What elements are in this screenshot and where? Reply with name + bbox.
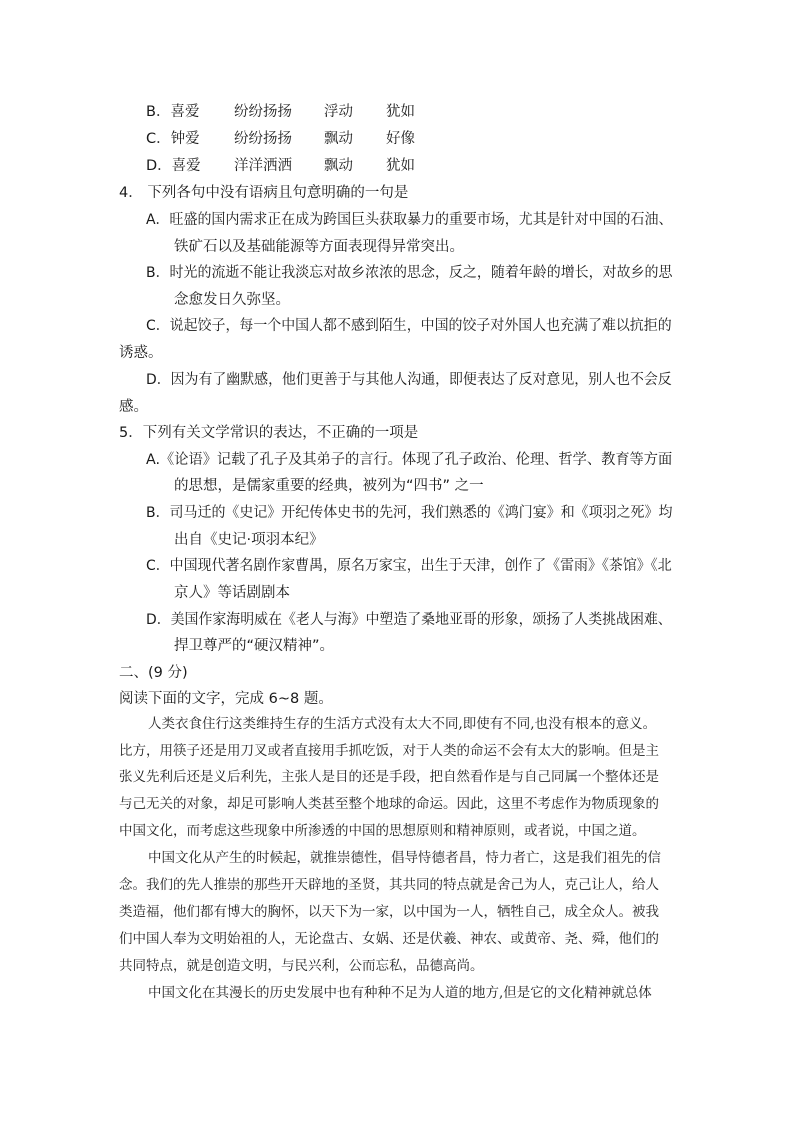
passage-line: 比方，用筷子还是用刀叉或者直接用手抓吃饭，对于人类的命运不会有太大的影响。但是主 xyxy=(119,743,659,759)
section-heading: 二、(9 分) xyxy=(119,665,188,681)
option-word-2: 浮动 xyxy=(324,104,353,120)
option-word-1: 纷纷扬扬 xyxy=(234,131,292,147)
q4-option-b-line2: 念愈发日久弥坚。 xyxy=(174,292,290,308)
q5-option-d-line2: 捍卫尊严的“硬汉精神”。 xyxy=(174,638,335,654)
option-word-1: 洋洋洒洒 xyxy=(234,158,292,174)
q4-option-a-line2: 铁矿石以及基础能源等方面表现得异常突出。 xyxy=(174,239,464,255)
option-word-3: 犹如 xyxy=(386,158,415,174)
passage-line: 张义先利后还是义后利先，主张人是目的还是手段，把自然看作是与自己同属一个整体还是 xyxy=(119,769,659,785)
passage-line: 念。我们的先人推崇的那些开天辟地的圣贤，其共同的特点就是舍己为人，克己让人，给人 xyxy=(119,877,659,893)
passage-line: 中国文化在其漫长的历史发展中也有种种不足为人道的地方,但是它的文化精神就总体 xyxy=(148,985,652,1001)
q5-option-a-line1: A.《论语》记载了孔子及其弟子的言行。体现了孔子政治、伦理、哲学、教育等方面 xyxy=(146,452,673,468)
passage-line: 与己无关的对象，却足可影响人类甚至整个地球的命运。因此，这里不考虑作为物质现象的 xyxy=(119,796,659,812)
q4-stem: 4． 下列各句中没有语病且句意明确的一句是 xyxy=(119,185,409,201)
passage-line: 人类衣食住行这类维持生存的生活方式没有太大不同,即使有不同,也没有根本的意义。 xyxy=(148,716,657,732)
passage-line: 们中国人奉为文明始祖的人，无论盘古、女娲、还是伏羲、神农、或黄帝、尧、舜，他们的 xyxy=(119,931,659,947)
option-label: C．钟爱 xyxy=(146,131,200,147)
q4-option-d-line2: 感。 xyxy=(119,399,148,415)
q5-option-b-line1: B．司马迁的《史记》开纪传体史书的先河，我们熟悉的《鸿门宴》和《项羽之死》均 xyxy=(146,505,673,521)
passage-line: 共同特点，就是创造文明，与民兴利，公而忘私，品德高尚。 xyxy=(119,958,484,974)
option-word-1: 纷纷扬扬 xyxy=(234,104,292,120)
passage-line: 类造福，他们都有博大的胸怀，以天下为一家，以中国为一人，牺牲自己，成全众人。被我 xyxy=(119,904,659,920)
section-instruction: 阅读下面的文字，完成 6~8 题。 xyxy=(119,691,333,707)
q5-option-c-line2: 京人》等话剧剧本 xyxy=(174,585,290,601)
option-word-3: 犹如 xyxy=(386,104,415,120)
option-word-2: 飘动 xyxy=(324,131,353,147)
option-word-3: 好像 xyxy=(386,131,415,147)
option-label: B．喜爱 xyxy=(146,104,200,120)
q4-option-c-line1: C．说起饺子，每一个中国人都不感到陌生，中国的饺子对外国人也充满了难以抗拒的 xyxy=(146,318,672,334)
passage-line: 中国文化，而考虑这些现象中所渗透的中国的思想原则和精神原则，或者说，中国之道。 xyxy=(119,823,646,839)
q4-option-a-line1: A．旺盛的国内需求正在成为跨国巨头获取暴力的重要市场，尤其是针对中国的石油、 xyxy=(146,212,673,228)
q5-option-b-line2: 出自《史记·项羽本纪》 xyxy=(174,532,324,548)
q5-option-d-line1: D．美国作家海明威在《老人与海》中塑造了桑地亚哥的形象，颂扬了人类挑战困难、 xyxy=(146,612,672,628)
q5-option-c-line1: C．中国现代著名剧作家曹禺，原名万家宝，出生于天津，创作了《雷雨》《茶馆》《北 xyxy=(146,558,672,574)
option-word-2: 飘动 xyxy=(324,158,353,174)
passage-line: 中国文化从产生的时候起，就推崇德性，倡导恃德者昌，恃力者亡，这是我们祖先的信 xyxy=(148,850,661,866)
option-label: D．喜爱 xyxy=(146,158,201,174)
q4-option-d-line1: D．因为有了幽默感，他们更善于与其他人沟通，即便表达了反对意见，别人也不会反 xyxy=(146,372,672,388)
q4-option-c-line2: 诱惑。 xyxy=(119,345,163,361)
q4-option-b-line1: B．时光的流逝不能让我淡忘对故乡浓浓的思念，反之，随着年龄的增长，对故乡的思 xyxy=(146,265,673,281)
q5-stem: 5．下列有关文学常识的表达，不正确的一项是 xyxy=(119,425,419,441)
q5-option-a-line2: 的思想，是儒家重要的经典，被列为“四书” 之一 xyxy=(174,478,484,494)
